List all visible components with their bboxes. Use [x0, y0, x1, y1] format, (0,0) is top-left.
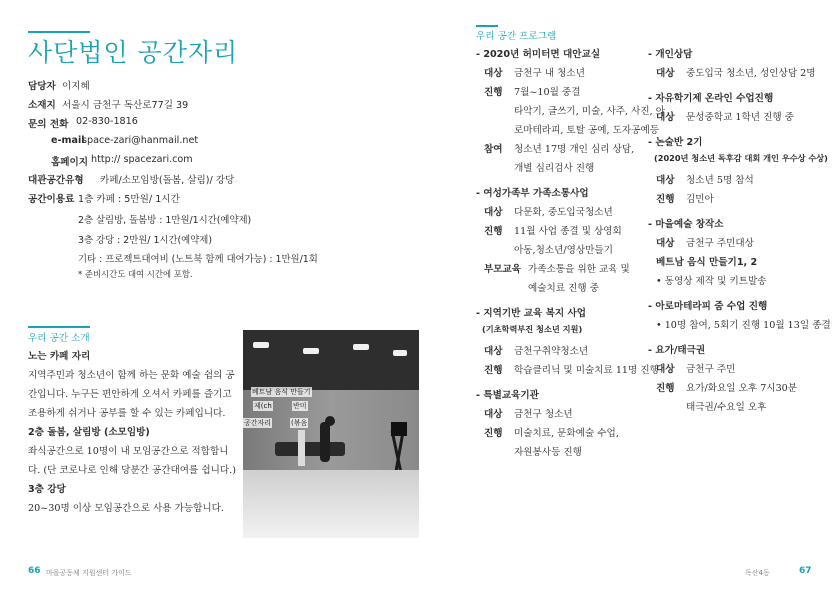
program-field-value: 11월 사업 종결 및 상영회: [514, 226, 622, 237]
intro-line: 지역주민과 청소년이 함께 하는 문화 예술 쉼의 공: [28, 370, 235, 381]
intro-subheading: 노는 카페 자리: [28, 351, 91, 362]
program-field-label: 진행: [484, 87, 503, 98]
program-field-value: 금천구 내 청소년: [514, 68, 585, 79]
photo-floor: [243, 470, 419, 538]
info-label: 소재지: [28, 100, 56, 111]
intro-subheading: 3층 강당: [28, 484, 66, 495]
fee-line: 기타 : 프로젝트대여비 (노트북 함께 대여가능) : 1만원/1회: [78, 254, 318, 265]
program-field-value: 미술치료, 문화예술 수업,: [514, 428, 619, 439]
program-field-label: 진행: [484, 428, 503, 439]
info-value: http:// spacezari.com: [91, 154, 193, 165]
photo-light-4: [393, 350, 407, 356]
program-field-value: 문성중학교 1학년 진행 중: [686, 112, 794, 123]
intro-line: 다. (단 코로나로 인해 당분간 공간대여를 쉽니다.): [28, 465, 236, 476]
photo-person-1-head: [325, 416, 335, 426]
intro-line: 간입니다. 누구든 편안하게 오셔서 카페를 즐기고: [28, 389, 232, 400]
info-label: 대관공간유형: [28, 175, 84, 186]
program-field-label: 진행: [484, 226, 503, 237]
program-field-label: 대상: [656, 238, 675, 249]
intro-accent-rule: [28, 326, 90, 328]
program-field-label: 대상: [656, 364, 675, 375]
program-field-value: 청소년 5명 참석: [686, 175, 754, 186]
photo-label-2: 제(ch: [254, 402, 272, 410]
program-field-label: 부모교육: [484, 264, 522, 275]
program-field-value: 금천구 청소년: [514, 409, 573, 420]
program-field-value: 금천구 주민대상: [686, 238, 754, 249]
program-field-label: 대상: [656, 175, 675, 186]
program-field-value: 예술치료 진행 중: [528, 283, 599, 294]
intro-line: 조용하게 쉬거나 공부를 할 수 있는 카페입니다.: [28, 408, 226, 419]
program-field-value: 개별 심리검사 진행: [514, 163, 595, 174]
program-field-value: 중도입국 청소년, 성인상담 2명: [686, 68, 816, 79]
photo-label-5: (볶음: [291, 419, 308, 427]
info-value: 1층 카페 : 5만원/ 1시간: [78, 194, 180, 205]
fee-note: * 준비시간도 대여 시간에 포함.: [78, 269, 193, 279]
program-field-value: 로마테라피, 토탈 공예, 도자공예등: [514, 125, 659, 136]
program-field-value: 가족소통을 위한 교육 및: [528, 264, 630, 275]
photo-light-3: [353, 344, 369, 350]
program-field-value: 김민아: [686, 194, 714, 205]
page-number-right: 67: [799, 566, 812, 576]
photo-table: [275, 442, 345, 456]
photo-label-3: 반미: [293, 402, 307, 410]
program-title: - 아로마테라피 줌 수업 진행: [648, 301, 768, 312]
program-title: - 자유학기제 온라인 수업진행: [648, 93, 774, 104]
program-field-label: 참여: [484, 144, 503, 155]
program-accent-rule: [476, 25, 498, 27]
program-field-value: 타악기, 글쓰기, 미술, 사주, 사진, 아: [514, 106, 665, 117]
program-field-value: 청소년 17명 개인 심리 상담,: [514, 144, 635, 155]
photo-person-2: [298, 430, 305, 466]
info-label: 담당자: [28, 81, 56, 92]
info-value: 카페/소모임방(돌봄, 살림)/ 강당: [100, 175, 235, 186]
event-photo: [243, 330, 419, 538]
photo-light-2: [303, 348, 319, 354]
program-field-label: 진행: [656, 194, 675, 205]
info-value: 02-830-1816: [76, 116, 138, 127]
page-title: 사단법인 공간자리: [28, 38, 239, 67]
intro-subheading: 2층 돌봄, 살림방 (소모임방): [28, 427, 150, 438]
page-number-left: 66: [28, 566, 41, 576]
photo-ceiling: [243, 330, 419, 390]
program-title: - 요가/태극권: [648, 345, 706, 356]
fee-line: 3층 강당 : 2만원/ 1시간(예약제): [78, 235, 213, 246]
program-bullet: • 동영상 제작 및 키트발송: [656, 276, 767, 287]
photo-light-1: [253, 342, 269, 348]
info-value: 이지혜: [62, 81, 90, 92]
program-title: - 논술반 2기: [648, 137, 703, 148]
info-value: 서울시 금천구 독산로77길 39: [62, 100, 189, 111]
program-field-label: 대상: [484, 207, 503, 218]
program-title: - 특별교육기관: [476, 390, 539, 401]
program-field-label: 진행: [484, 365, 503, 376]
program-field-label: 대상: [484, 346, 503, 357]
program-title: - 지역기반 교육 복지 사업: [476, 308, 587, 319]
program-title: - 개인상담: [648, 49, 693, 60]
program-field-value: 금천구취약청소년: [514, 346, 589, 357]
program-field-value: 금천구 주민: [686, 364, 736, 375]
program-heading: 우리 공간 프로그램: [476, 31, 557, 42]
program-title: - 여성가족부 가족소통사업: [476, 188, 589, 199]
intro-heading: 우리 공간 소개: [28, 333, 90, 344]
intro-line: 20~30명 이상 모임공간으로 사용 가능합니다.: [28, 503, 224, 514]
program-field-value: 다문화, 중도입국청소년: [514, 207, 613, 218]
program-bullet: • 10명 참여, 5회기 진행 10월 13일 종결: [656, 320, 831, 331]
info-label: 문의 전화: [28, 119, 69, 130]
footer-right: 독산4동: [745, 569, 770, 577]
photo-person-1: [320, 422, 330, 462]
info-value: space-zari@hanmail.net: [82, 135, 199, 146]
program-field-label: 대상: [656, 68, 675, 79]
program-title: - 2020년 허미터면 대안교실: [476, 49, 601, 60]
program-subtitle: 베트남 음식 만들기1, 2: [656, 257, 758, 268]
fee-line: 2층 살림방, 돌봄방 : 1만원/1시간(예약제): [78, 215, 252, 226]
photo-label-4: 공간자리: [244, 419, 272, 427]
program-note: (기초학력부진 청소년 지원): [482, 324, 583, 334]
program-note: (2020년 청소년 독후감 대회 개인 우수상 수상): [654, 153, 828, 163]
photo-label-1: 베트남 음식 만들기: [252, 388, 311, 396]
photo-camera: [391, 422, 407, 436]
program-field-value: 요가/화요일 오후 7시30분: [686, 383, 798, 394]
program-field-value: 태극권/수요일 오후: [686, 402, 767, 413]
program-field-label: 대상: [484, 68, 503, 79]
info-label: 공간이용료: [28, 194, 75, 205]
footer-left: 마을공동체 지원센터 가이드: [46, 569, 132, 577]
info-label: e-mail: [51, 135, 85, 146]
program-field-value: 자원봉사등 진행: [514, 447, 582, 458]
info-label: 홈페이지: [51, 157, 89, 168]
program-title: - 마을예술 창작소: [648, 219, 724, 230]
program-field-label: 대상: [484, 409, 503, 420]
intro-line: 좌식공간으로 10명이 내 모임공간으로 적합합니: [28, 446, 229, 457]
program-field-value: 7월~10월 중결: [514, 87, 581, 98]
program-field-label: 진행: [656, 383, 675, 394]
program-field-label: 대상: [656, 112, 675, 123]
program-field-value: 학습클리닉 및 미술치료 11명 진행: [514, 365, 659, 376]
program-field-value: 아동,청소년/영상만들기: [514, 245, 613, 256]
